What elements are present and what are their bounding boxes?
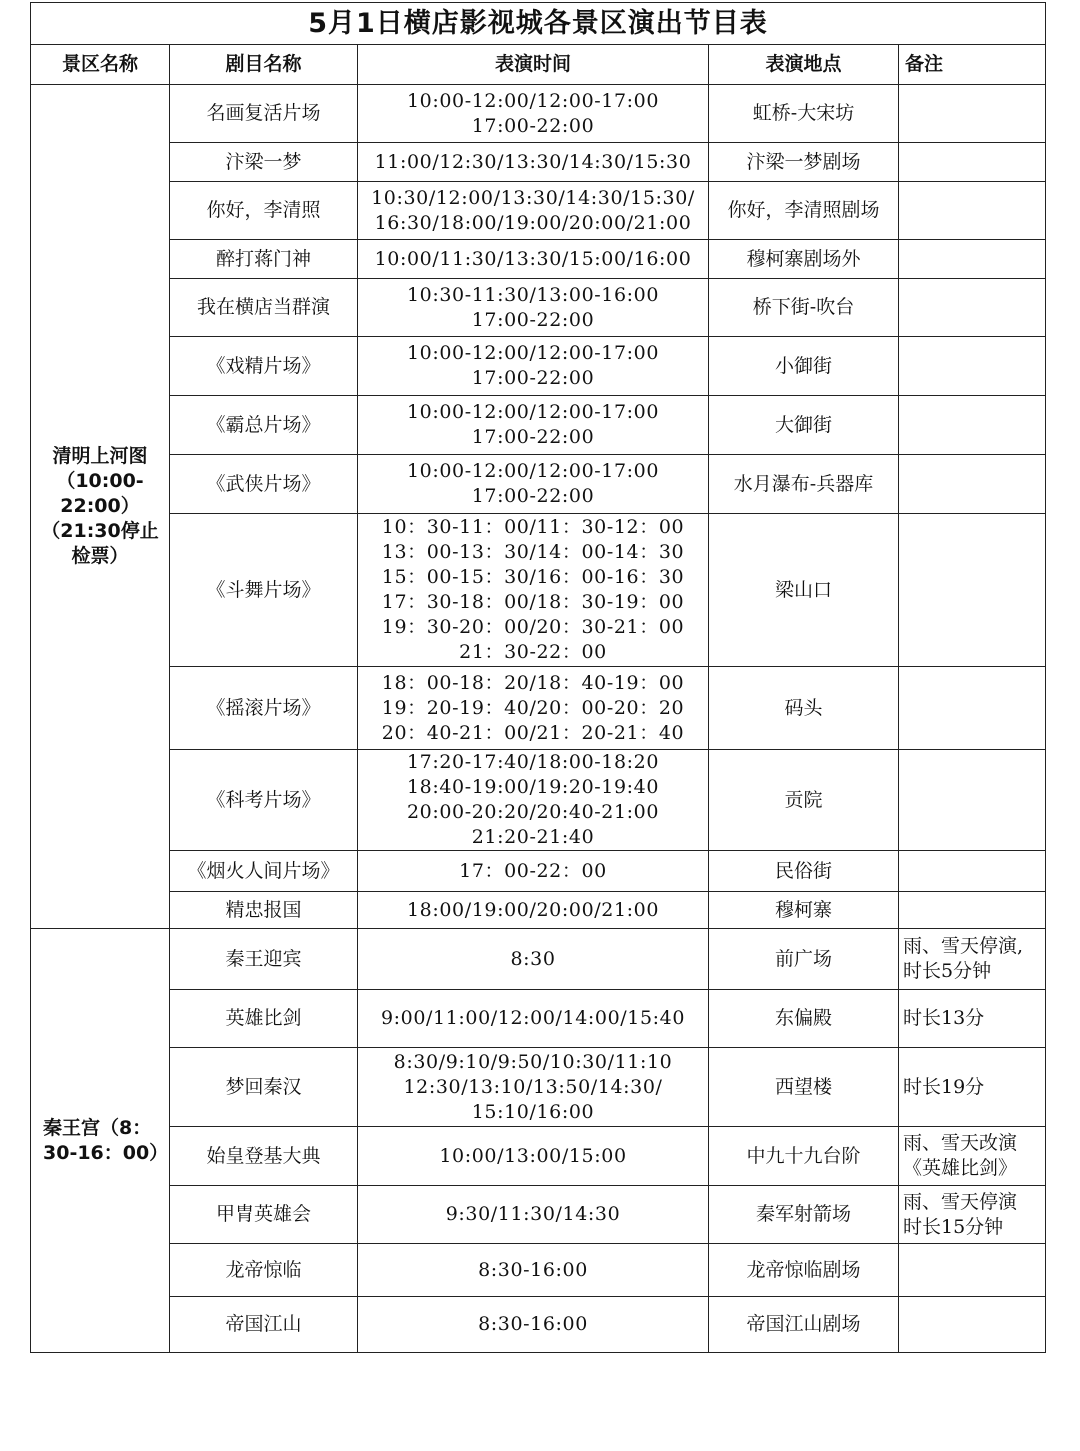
- note-cell: [899, 851, 1046, 892]
- note-cell: [899, 514, 1046, 667]
- area-name-cell: 秦王宫（8： 30-16：00）: [31, 929, 170, 1353]
- show-name-cell: 汴梁一梦: [170, 143, 358, 182]
- show-name-cell: 始皇登基大典: [170, 1127, 358, 1186]
- show-place-cell: 西望楼: [709, 1048, 899, 1127]
- page-title: 5月1日横店影视城各景区演出节目表: [31, 3, 1046, 45]
- header-place: 表演地点: [709, 45, 899, 85]
- show-name-cell: 醉打蒋门神: [170, 240, 358, 279]
- show-name-cell: 精忠报国: [170, 892, 358, 929]
- table-row: [31, 929, 1046, 990]
- table-row: [31, 1127, 1046, 1186]
- header-note: 备注: [899, 45, 1046, 85]
- show-place-cell: 龙帝惊临剧场: [709, 1244, 899, 1297]
- show-place-cell: 梁山口: [709, 514, 899, 667]
- note-cell: 雨、雪天停演 时长15分钟: [899, 1186, 1046, 1244]
- show-time-cell: 8:30-16:00: [358, 1297, 709, 1353]
- show-place-cell: 小御街: [709, 337, 899, 396]
- schedule-table: [30, 2, 1046, 1353]
- note-cell: [899, 337, 1046, 396]
- note-cell: [899, 892, 1046, 929]
- table-row: [31, 455, 1046, 514]
- show-time-cell: 10:00-12:00/12:00-17:00 17:00-22:00: [358, 337, 709, 396]
- header-show: 剧目名称: [170, 45, 358, 85]
- show-place-cell: 帝国江山剧场: [709, 1297, 899, 1353]
- table-row: [31, 892, 1046, 929]
- note-cell: 时长19分: [899, 1048, 1046, 1127]
- show-place-cell: 中九十九台阶: [709, 1127, 899, 1186]
- note-cell: [899, 750, 1046, 851]
- show-name-cell: 《科考片场》: [170, 750, 358, 851]
- show-time-cell: 10：30-11：00/11：30-12：00 13：00-13：30/14：00-14：30 15：00-15：30/16：00-16：30 17：30-18：00/18：30-19：00 19：30-20：00/20：30-21：00 21：30-22：00: [358, 514, 709, 667]
- table-row: [31, 85, 1046, 143]
- show-place-cell: 穆柯寨剧场外: [709, 240, 899, 279]
- table-row: [31, 182, 1046, 240]
- show-place-cell: 穆柯寨: [709, 892, 899, 929]
- table-row: [31, 1244, 1046, 1297]
- table-row: [31, 1297, 1046, 1353]
- area-name-cell: 清明上河图 （10:00- 22:00） （21:30停止 检票）: [31, 85, 170, 929]
- show-place-cell: 水月瀑布-兵器库: [709, 455, 899, 514]
- table-row: [31, 851, 1046, 892]
- schedule-body: [31, 3, 1046, 1353]
- note-cell: [899, 1244, 1046, 1297]
- note-cell: [899, 143, 1046, 182]
- show-place-cell: 汴梁一梦剧场: [709, 143, 899, 182]
- table-row: [31, 514, 1046, 667]
- title-row: [31, 3, 1046, 45]
- note-cell: [899, 240, 1046, 279]
- show-time-cell: 11:00/12:30/13:30/14:30/15:30: [358, 143, 709, 182]
- show-time-cell: 17：00-22：00: [358, 851, 709, 892]
- show-place-cell: 虹桥-大宋坊: [709, 85, 899, 143]
- show-place-cell: 东偏殿: [709, 990, 899, 1048]
- note-cell: [899, 455, 1046, 514]
- show-time-cell: 8:30: [358, 929, 709, 990]
- show-name-cell: 甲胄英雄会: [170, 1186, 358, 1244]
- table-row: [31, 337, 1046, 396]
- show-name-cell: 梦回秦汉: [170, 1048, 358, 1127]
- table-row: [31, 667, 1046, 750]
- show-time-cell: 10:00-12:00/12:00-17:00 17:00-22:00: [358, 396, 709, 455]
- show-time-cell: 17:20-17:40/18:00-18:20 18:40-19:00/19:20-19:40 20:00-20:20/20:40-21:00 21:20-21:40: [358, 750, 709, 851]
- note-cell: [899, 396, 1046, 455]
- table-row: [31, 750, 1046, 851]
- show-place-cell: 你好，李清照剧场: [709, 182, 899, 240]
- header-row: [31, 45, 1046, 85]
- show-time-cell: 9:30/11:30/14:30: [358, 1186, 709, 1244]
- table-row: [31, 1186, 1046, 1244]
- show-place-cell: 贡院: [709, 750, 899, 851]
- table-row: [31, 396, 1046, 455]
- table-row: [31, 279, 1046, 337]
- show-name-cell: 《武侠片场》: [170, 455, 358, 514]
- show-name-cell: 帝国江山: [170, 1297, 358, 1353]
- show-place-cell: 秦军射箭场: [709, 1186, 899, 1244]
- show-name-cell: 你好，李清照: [170, 182, 358, 240]
- show-name-cell: 《摇滚片场》: [170, 667, 358, 750]
- show-name-cell: 秦王迎宾: [170, 929, 358, 990]
- show-name-cell: 《斗舞片场》: [170, 514, 358, 667]
- show-time-cell: 10:00/13:00/15:00: [358, 1127, 709, 1186]
- show-time-cell: 10:00/11:30/13:30/15:00/16:00: [358, 240, 709, 279]
- show-time-cell: 10:00-12:00/12:00-17:00 17:00-22:00: [358, 85, 709, 143]
- show-place-cell: 桥下街-吹台: [709, 279, 899, 337]
- note-cell: [899, 85, 1046, 143]
- table-row: [31, 240, 1046, 279]
- show-name-cell: 《戏精片场》: [170, 337, 358, 396]
- show-time-cell: 10:30/12:00/13:30/14:30/15:30/ 16:30/18:00/19:00/20:00/21:00: [358, 182, 709, 240]
- show-name-cell: 《烟火人间片场》: [170, 851, 358, 892]
- show-name-cell: 我在横店当群演: [170, 279, 358, 337]
- note-cell: 时长13分: [899, 990, 1046, 1048]
- table-row: [31, 1048, 1046, 1127]
- header-area: 景区名称: [31, 45, 170, 85]
- note-cell: [899, 667, 1046, 750]
- note-cell: [899, 1297, 1046, 1353]
- show-place-cell: 大御街: [709, 396, 899, 455]
- note-cell: [899, 182, 1046, 240]
- show-place-cell: 码头: [709, 667, 899, 750]
- show-time-cell: 8:30/9:10/9:50/10:30/11:10 12:30/13:10/13:50/14:30/ 15:10/16:00: [358, 1048, 709, 1127]
- show-time-cell: 9:00/11:00/12:00/14:00/15:40: [358, 990, 709, 1048]
- show-name-cell: 龙帝惊临: [170, 1244, 358, 1297]
- show-name-cell: 名画复活片场: [170, 85, 358, 143]
- table-row: [31, 143, 1046, 182]
- show-time-cell: 18：00-18：20/18：40-19：00 19：20-19：40/20：00-20：20 20：40-21：00/21：20-21：40: [358, 667, 709, 750]
- show-time-cell: 10:00-12:00/12:00-17:00 17:00-22:00: [358, 455, 709, 514]
- note-cell: 雨、雪天停演, 时长5分钟: [899, 929, 1046, 990]
- show-name-cell: 《霸总片场》: [170, 396, 358, 455]
- note-cell: 雨、雪天改演 《英雄比剑》: [899, 1127, 1046, 1186]
- table-row: [31, 990, 1046, 1048]
- show-time-cell: 10:30-11:30/13:00-16:00 17:00-22:00: [358, 279, 709, 337]
- note-cell: [899, 279, 1046, 337]
- show-time-cell: 18:00/19:00/20:00/21:00: [358, 892, 709, 929]
- show-name-cell: 英雄比剑: [170, 990, 358, 1048]
- show-place-cell: 前广场: [709, 929, 899, 990]
- show-place-cell: 民俗街: [709, 851, 899, 892]
- header-time: 表演时间: [358, 45, 709, 85]
- show-time-cell: 8:30-16:00: [358, 1244, 709, 1297]
